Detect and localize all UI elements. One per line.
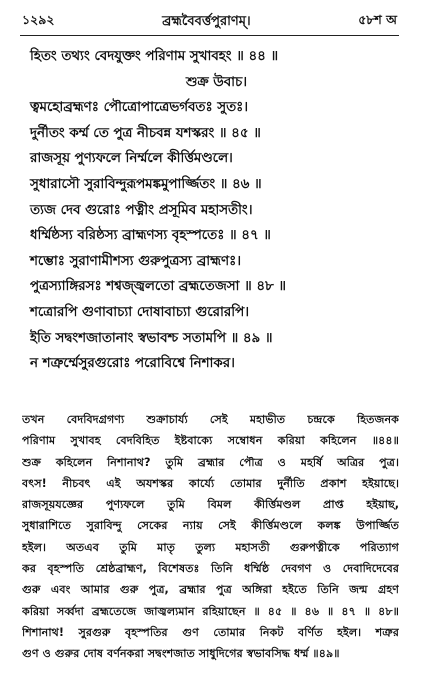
bengali-translation <box>22 409 399 665</box>
translation-line: বৎস! নীচবৎ এই অযশস্কর কার্য্যে তোমার দুর্নীতি প্রকাশ হইয়াছে। <box>22 476 399 490</box>
verse-line: ত্যজ দেব গুরোঃ পত্নীং প্রসূমিব মহাসতীং। <box>30 202 253 218</box>
speaker-heading: শুক্র উবাচ। <box>185 74 248 90</box>
translation-line: হইল। অতএব তুমি মাতৃ তুল্য মহাসতী গুরুপত্নীকে পরিত্যাগ <box>22 540 399 554</box>
translation-line: করিয়া সর্ব্বদা ব্রহ্মতেজে জাজ্বল্যমান রহিয়াছেন ॥ ৪৫ ॥ ৪৬ ॥ ৪৭ ॥ ৪৮॥ <box>22 604 399 618</box>
verse-line: হিতং তথ্যং বেদযুক্তং পরিণাম সুখাবহং ॥ ৪৪ ॥ <box>30 49 279 64</box>
translation-line: রাজসূয়যজ্ঞের পুণ্যফলে তুমি বিমল কীর্ত্তিমণ্ডল প্রাপ্ত হইয়াছ, <box>22 498 399 512</box>
verse-line: সুধারাসৌ সুরাবিন্দুরূপমঙ্কমুপার্জ্জিতং ॥ ৪৬ ॥ <box>30 176 262 192</box>
verse-line: পুত্রস্যাঙ্গিরসঃ শশ্বজ্জ্বলতো ব্রহ্মতেজসা ॥ ৪৮ ॥ <box>30 279 286 295</box>
page-number: ১২৯২ <box>22 12 55 27</box>
translation-line: কর বৃহস্পতি শ্রেষ্ঠব্রাহ্মণ, বিশেষতঃ তিনি ধর্ম্মিষ্ঠ দেবগণ ও দেবাদিদেবের <box>22 562 399 576</box>
translation-line: গুণ ও গুরুর দোষ বর্ণনকরা সদ্বংশজাত সাধুদিগের স্বভাবসিদ্ধ ধর্ম্ম ॥৪৯॥ <box>22 647 340 661</box>
running-title: ব্রহ্মবৈবর্ত্তপুরাণম্। <box>162 13 251 29</box>
verse-line: ন শত্রুর্ম্মেসুরগুরোঃ পরোবিশ্বে নিশাকর। <box>30 356 235 372</box>
translation-line: শুক্র কহিলেন নিশানাথ? তুমি ব্রহ্মার পৌত্র ও মহর্ষি অত্রির পুত্র। <box>22 455 399 469</box>
translation-line: গুরু এবং আমার গুরু পুত্র, ব্রহ্মার পুত্র অঙ্গিরা হইতে তিনি জন্ম গ্রহণ <box>22 583 399 597</box>
verse-line: রাজসূয় পুণ্যফলে নির্ম্মলে কীর্ত্তিমণ্ডলে। <box>30 151 233 167</box>
translation-line: সুধারাশিতে সুরাবিন্দু সেকের ন্যায় সেই কীর্ত্তিমণ্ডলে কলঙ্ক উপার্জ্জিত <box>22 519 399 533</box>
sanskrit-verses <box>30 44 403 377</box>
header-rule <box>20 35 399 36</box>
verse-line: শত্রোরপি গুণাবাচ্যা দোষাবাচ্যা গুরোরপি। <box>30 304 250 320</box>
translation-line: শিশানাথ! সুরগুরু বৃহস্পতির গুণ তোমার নিকট বর্ণিত হইল। শত্রুর <box>22 625 399 639</box>
verse-line: দুর্নীতং কর্ম্ম তে পুত্র নীচবন্ন যশস্করং ॥ ৪৫ ॥ <box>30 125 261 141</box>
verse-line: ইতি সদ্বংশজাতানাং স্বভাবশ্চ সতামপি ॥ ৪৯ ॥ <box>30 330 273 346</box>
page-header <box>22 12 397 32</box>
verse-line: ত্বমহোব্রহ্মণঃ পৌত্রোপাত্রেভর্গবতঃ সুতঃ। <box>30 100 249 116</box>
verse-line: ধর্ম্মিষ্ঠস্য বরিষ্ঠস্য ব্রাহ্মণস্য বৃহস্পতেঃ ॥ ৪৭ ॥ <box>30 228 271 244</box>
translation-line: পরিণাম সুখাবহ বেদবিহিত ইষ্টবাক্যে সম্বোধন করিয়া কহিলেন ॥৪৪॥ <box>22 434 399 448</box>
translation-line: তখন বেদবিদগ্রগণ্য শুক্রাচার্য্য সেই মহাভীত চন্দ্রকে হিতজনক <box>22 413 399 426</box>
chapter-number: ৫৮শ অ <box>358 12 397 27</box>
verse-line: শম্ভোঃ সুরাণামীশস্য গুরুপুত্রস্য ব্রাহ্মণঃ। <box>30 253 242 269</box>
